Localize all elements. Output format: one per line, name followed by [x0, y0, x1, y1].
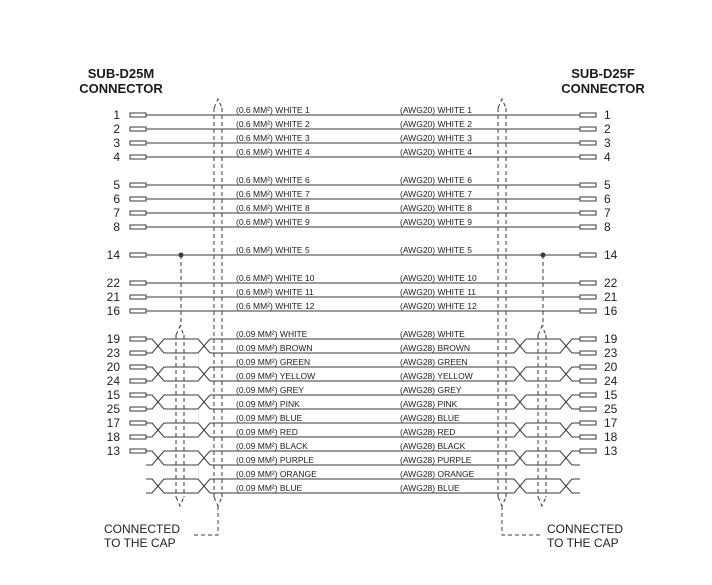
- right-pin-stub: [580, 365, 596, 369]
- shield-inner-left-bottom: [176, 497, 184, 506]
- wire-left-label: (0.6 MM²) WHITE 1: [236, 105, 310, 115]
- left-pin-stub: [130, 407, 146, 411]
- left-pin-number: 5: [113, 178, 120, 192]
- left-pin-number: 2: [113, 122, 120, 136]
- pair-wire-left-label: (0.09 MM²) BLACK: [236, 441, 308, 451]
- wire-left-label: (0.6 MM²) WHITE 2: [236, 119, 310, 129]
- right-pin-stub: [580, 407, 596, 411]
- right-pin-number: 6: [604, 192, 611, 206]
- left-pin-number: 22: [106, 276, 120, 290]
- pair-wire-right-label: (AWG28) WHITE: [400, 329, 465, 339]
- left-pin-stub: [130, 225, 146, 229]
- pair-wire-line: [146, 367, 580, 381]
- pair-wire-right-label: (AWG28) BLACK: [400, 441, 466, 451]
- right-pin-number: 17: [604, 416, 618, 430]
- left-pin-stub: [130, 435, 146, 439]
- right-pin-number: 8: [604, 220, 611, 234]
- left-pin-stub: [130, 253, 146, 257]
- right-pin-stub: [580, 127, 596, 131]
- right-shield-note-line1: CONNECTED: [547, 522, 624, 536]
- left-pin-stub: [130, 281, 146, 285]
- pair-wire-right-label: (AWG28) GREY: [400, 385, 462, 395]
- left-shield-note: [104, 522, 180, 550]
- left-shield-note-line1: CONNECTED: [104, 522, 181, 536]
- pair-wire-left-label: (0.09 MM²) BLUE: [236, 413, 303, 423]
- wire-right-label: (AWG20) WHITE 2: [400, 119, 472, 129]
- right-pin-stub: [580, 113, 596, 117]
- pair-wire-left-label: (0.09 MM²) PINK: [236, 399, 300, 409]
- shield-outer-right-bottom: [498, 497, 506, 506]
- left-pin-stub: [130, 337, 146, 341]
- left-pin-stub: [130, 141, 146, 145]
- left-pin-number: 16: [106, 304, 120, 318]
- shield-inner-right-bottom: [538, 497, 546, 506]
- right-pin-stub: [580, 379, 596, 383]
- right-pin-number: 3: [604, 136, 611, 150]
- wire-left-label: (0.6 MM²) WHITE 8: [236, 203, 310, 213]
- pair-wire-line: [146, 339, 580, 353]
- left-pin-number: 15: [106, 388, 120, 402]
- right-pin-stub: [580, 141, 596, 145]
- pair-wire-line: [146, 451, 580, 465]
- left-pin-stub: [130, 113, 146, 117]
- left-pin-stub: [130, 155, 146, 159]
- left-pin-number: 24: [106, 374, 120, 388]
- left-pin-number: 19: [106, 332, 120, 346]
- wire-right-label: (AWG20) WHITE 6: [400, 175, 472, 185]
- wire-right-label: (AWG20) WHITE 5: [400, 245, 472, 255]
- wire-left-label: (0.6 MM²) WHITE 11: [236, 287, 314, 297]
- right-pin-stub: [580, 197, 596, 201]
- right-pin-stub: [580, 449, 596, 453]
- right-pin-stub: [580, 393, 596, 397]
- left-pin-number: 4: [113, 150, 120, 164]
- left-pin-stub: [130, 197, 146, 201]
- right-pin-stub: [580, 155, 596, 159]
- wire-right-label: (AWG20) WHITE 7: [400, 189, 472, 199]
- right-shield-note-line2: TO THE CAP: [547, 536, 619, 550]
- left-pin-stub: [130, 309, 146, 313]
- pair-wire-left-label: (0.09 MM²) BROWN: [236, 343, 313, 353]
- shield-left-cap-lead: [194, 506, 218, 535]
- pair-wire-right-label: (AWG28) YELLOW: [400, 371, 473, 381]
- right-pin-number: 1: [604, 108, 611, 122]
- wire-left-label: (0.6 MM²) WHITE 7: [236, 189, 310, 199]
- right-pin-number: 14: [604, 248, 618, 262]
- wire-right-label: (AWG20) WHITE 10: [400, 273, 477, 283]
- shield-inner-left-top: [176, 326, 184, 335]
- right-shield-note: [547, 522, 623, 550]
- pair-wire-right-label: (AWG28) BLUE: [400, 413, 460, 423]
- wire-right-label: (AWG20) WHITE 9: [400, 217, 472, 227]
- right-pin-stub: [580, 351, 596, 355]
- wire-left-label: (0.6 MM²) WHITE 12: [236, 301, 315, 311]
- right-pin-stub: [580, 253, 596, 257]
- left-pin-stub: [130, 365, 146, 369]
- pair-wire-line: [146, 395, 580, 409]
- left-connector-word: CONNECTOR: [79, 81, 163, 96]
- left-pin-number: 6: [113, 192, 120, 206]
- right-pin-stub: [580, 295, 596, 299]
- left-pin-number: 3: [113, 136, 120, 150]
- wire-left-label: (0.6 MM²) WHITE 5: [236, 245, 310, 255]
- pair-wire-right-label: (AWG28) GREEN: [400, 357, 468, 367]
- right-pin-number: 23: [604, 346, 618, 360]
- wire-right-label: (AWG20) WHITE 4: [400, 147, 472, 157]
- pair-wire-left-label: (0.09 MM²) RED: [236, 427, 298, 437]
- pair-wire-left-label: (0.09 MM²) PURPLE: [236, 455, 314, 465]
- wire-left-label: (0.6 MM²) WHITE 6: [236, 175, 310, 185]
- right-pin-number: 20: [604, 360, 618, 374]
- shield-inner-right-top: [538, 326, 546, 335]
- pair-wire-line: [146, 479, 580, 493]
- right-pin-number: 21: [604, 290, 618, 304]
- right-pin-number: 19: [604, 332, 618, 346]
- right-pin-number: 22: [604, 276, 618, 290]
- right-pin-number: 4: [604, 150, 611, 164]
- shield-outer-left-top: [214, 99, 222, 108]
- left-pin-stub: [130, 183, 146, 187]
- pair-wire-left-label: (0.09 MM²) ORANGE: [236, 469, 317, 479]
- right-pin-stub: [580, 211, 596, 215]
- left-pin-number: 25: [106, 402, 120, 416]
- right-pin-stub: [580, 421, 596, 425]
- right-pin-stub: [580, 183, 596, 187]
- pair-wire-line: [146, 479, 580, 493]
- left-pin-stub: [130, 393, 146, 397]
- wire-left-label: (0.6 MM²) WHITE 9: [236, 217, 310, 227]
- right-pin-stub: [580, 337, 596, 341]
- right-pin-number: 18: [604, 430, 618, 444]
- right-pin-number: 5: [604, 178, 611, 192]
- left-pin-stub: [130, 449, 146, 453]
- left-connector-name: SUB-D25M: [87, 66, 155, 81]
- pair-wire-left-label: (0.09 MM²) YELLOW: [236, 371, 316, 381]
- wire-left-label: (0.6 MM²) WHITE 10: [236, 273, 315, 283]
- left-pin-stub: [130, 351, 146, 355]
- wire-right-label: (AWG20) WHITE 11: [400, 287, 477, 297]
- pair-wire-left-label: (0.09 MM²) GREY: [236, 385, 305, 395]
- right-pin-number: 13: [604, 444, 618, 458]
- right-pin-number: 25: [604, 402, 618, 416]
- right-pin-number: 16: [604, 304, 618, 318]
- pair-wire-right-label: (AWG28) PINK: [400, 399, 458, 409]
- pair-wire-left-label: (0.09 MM²) WHITE: [236, 329, 308, 339]
- left-pin-stub: [130, 211, 146, 215]
- pair-wire-right-label: (AWG28) RED: [400, 427, 456, 437]
- left-pin-stub: [130, 127, 146, 131]
- right-connector-name: SUB-D25F: [571, 66, 635, 81]
- shield-outer-right-top: [498, 99, 506, 108]
- pair-wire-right-label: (AWG28) PURPLE: [400, 455, 472, 465]
- shield-outer-left-bottom: [214, 497, 222, 506]
- left-pin-number: 7: [113, 206, 120, 220]
- pair-wire-line: [146, 423, 580, 437]
- left-pin-number: 21: [106, 290, 120, 304]
- shield-right-cap-lead: [502, 506, 542, 535]
- left-shield-note-line2: TO THE CAP: [104, 536, 176, 550]
- right-pin-number: 15: [604, 388, 618, 402]
- pair-wire-line: [146, 451, 580, 465]
- left-pin-number: 23: [106, 346, 120, 360]
- pair-wire-right-label: (AWG28) BLUE: [400, 483, 460, 493]
- pair-wire-left-label: (0.09 MM²) GREEN: [236, 357, 311, 367]
- right-pin-stub: [580, 225, 596, 229]
- left-pin-number: 14: [106, 248, 120, 262]
- pair-wire-right-label: (AWG28) BROWN: [400, 343, 471, 353]
- wire-right-label: (AWG20) WHITE 8: [400, 203, 472, 213]
- pair-wire-line: [146, 423, 580, 437]
- right-pin-stub: [580, 281, 596, 285]
- left-pin-number: 20: [106, 360, 120, 374]
- pair-wire-line: [146, 339, 580, 353]
- pair-wire-right-label: (AWG28) ORANGE: [400, 469, 475, 479]
- right-pin-number: 7: [604, 206, 611, 220]
- left-pin-number: 13: [106, 444, 120, 458]
- pair-wire-line: [146, 367, 580, 381]
- wire-right-label: (AWG20) WHITE 12: [400, 301, 477, 311]
- left-pin-stub: [130, 379, 146, 383]
- left-pin-number: 1: [113, 108, 120, 122]
- right-pin-number: 2: [604, 122, 611, 136]
- left-pin-number: 18: [106, 430, 120, 444]
- left-pin-stub: [130, 295, 146, 299]
- right-pin-stub: [580, 435, 596, 439]
- right-pin-number: 24: [604, 374, 618, 388]
- wire-left-label: (0.6 MM²) WHITE 4: [236, 147, 310, 157]
- pair-wire-line: [146, 395, 580, 409]
- left-pin-stub: [130, 421, 146, 425]
- left-pin-number: 8: [113, 220, 120, 234]
- left-pin-number: 17: [106, 416, 120, 430]
- wire-left-label: (0.6 MM²) WHITE 3: [236, 133, 310, 143]
- pair-wire-left-label: (0.09 MM²) BLUE: [236, 483, 303, 493]
- wire-right-label: (AWG20) WHITE 3: [400, 133, 472, 143]
- wire-right-label: (AWG20) WHITE 1: [400, 105, 472, 115]
- right-pin-stub: [580, 309, 596, 313]
- right-connector-word: CONNECTOR: [561, 81, 645, 96]
